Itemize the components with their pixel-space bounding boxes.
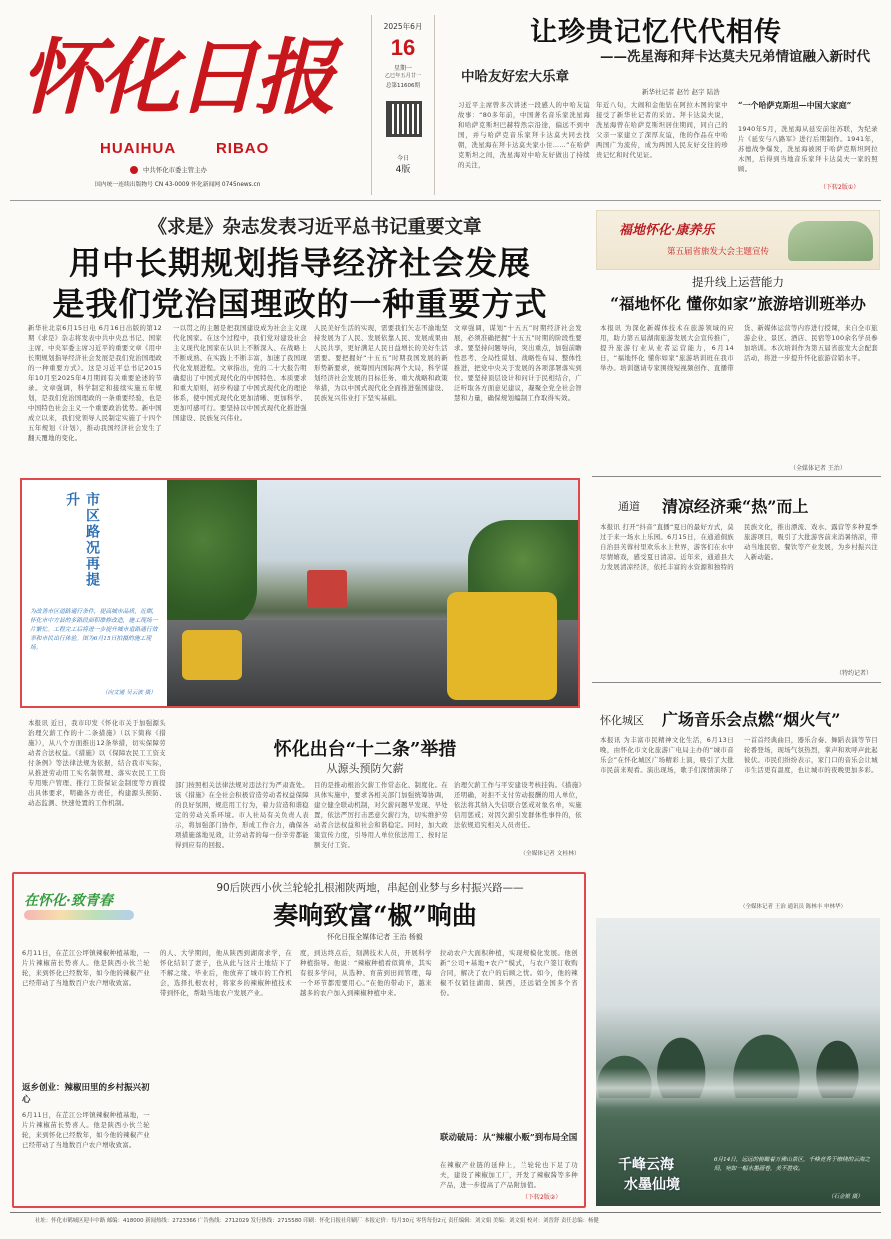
footer-rule [10,1212,881,1213]
date-box [371,15,435,195]
photo2-caption: 6月14日，远远的俯瞰着万佛山景区，千峰竞秀于缭绕的云海之间，宛如一幅水墨画卷，美不胜收。 [714,1157,871,1172]
photo2-title-2: 水墨仙境 [624,1177,680,1193]
clear-economy-author: （特约记者） [836,670,873,677]
mist-layer [596,1068,880,1108]
clear-economy-text: 本报讯 打开“抖音”直播“夏日的最好方式，莫过于来一场水上乐园。6月15日，在通道侗族自治县芙蓉村里欢乐水上世界，游客们在水中尽情嬉戏，感受夏日清凉。近年来，通道县大力发展清凉经济，依托丰富的水资源和独特的民族文化，推出漂流、戏水、露营等多种夏季旅游项目，吸引了大批游客前来消暑纳凉，带动当地民宿、餐饮等产业发展，为乡村振兴注入新动能。 [600,523,878,571]
feature-kicker: 90后陕西小伙兰轮轮扎根湘陕两地，串起创业梦与乡村振兴路—— [216,882,524,894]
lead-col-1: 习近平主席曾多次讲述一段感人的中哈友谊故事：“80多年前，中国著名音乐家冼星海和哈萨克斯坦巴赫特然宗沿途，偏远不到中国，并与哈萨克音乐家拜卡达莫夫同去找朝，冼星海在拜卡达莫夫家小住……”在哈萨克斯坦之间，冼星海对中哈友好做出了持续的关注， [458,101,590,169]
photo-caption-title: 市区路况再提升 [64,492,100,588]
masthead-logo [20,28,370,128]
measures-col-4: 治理欠薪工作与平安建设考核挂钩。《措施》还明确，对拒不支付劳动报酬的用人单位，依法将其纳入失信联合惩戒对象名单，实施信用惩戒；对因欠薪引发群体性事件的，依法依规追究相关人员责任。 [454,781,582,829]
pinyin-2: RIBAO [215,140,270,157]
sponsor-text: 中共怀化市委主管主办 [143,166,207,174]
main-col-2: 一以贯之的主题是把我国建设成为社会主义现代化国家。在这个过程中，我们党对建设社会主义现代化国家在认识上不断深入、在战略上不断成熟、在实践上不断丰富，加速了我国现代化发展进程。文章指出，党的二十大报告明确提出了中国式现代化的中国特色、本质要求和重大原则，初步构建了中国式现代化的理论体系，使中国式现代化更加清晰、更加科学、更加可感可行。要坚持以中国式现代化推进强国建设、民族复兴伟业。 [173,324,307,422]
feature-sub-2: 联动破局：从“辣椒小贩”到布局全国 [440,1133,578,1143]
feature-col-4a: 拉动农户大面积种植，实现规模化发展。他创新“公司+基地+农户”模式，与农户签订收购合同，解决了农户的后顾之忧。如今，他的辣椒不仅销往湖南、陕西，还远销全国多个省份。 [440,949,578,997]
clear-economy-kicker: 通道 [618,500,640,513]
truck-center [307,570,347,608]
date-weekday: 星期一 [393,65,412,72]
feature-col-4b: 在辣椒产业链的延伸上，兰轮轮也下足了功夫，建设了辣椒加工厂，开发了辣椒酱等多种产品，进一步提高了产品附加值。 [440,1161,578,1189]
sponsor-line [130,165,350,175]
divider-right-2 [592,682,881,683]
main-col-3: 人民美好生活的实现，需要我们矢志不渝地坚持发展为了人民、发展依靠人民、发展成果由人民共享，更好满足人民日益增长的美好生活需要。要把握好“十五五”时期我国发展的新形势新要求，统筹国内国际两个大局，科学谋划经济社会发展的目标任务、重大战略和政策举措，为以中国式现代化全面推进强国建设、民族复兴伟业打下坚实基础。 [314,324,448,402]
feature-banner-bottom: 第五届省旅发大会主题宣传 [667,247,770,257]
lead-continued[interactable]: （下转2版①） [820,184,860,191]
feature-col-2: 的人、大学期间，他从陕西到湖南求学，在怀化结识了妻子，也从此与这片土地结下了不解之缘。毕业后，他放弃了城市的工作机会，选择扎根农村，将家乡的辣椒种植技术带到怀化，帮助当地农户发展产业。 [160,949,292,997]
main-kicker: 《求是》杂志发表习近平总书记重要文章 [148,217,482,238]
issue-number: 总第11606期 [386,83,420,89]
feature-banner-text: 在怀化·致青春 [24,893,113,909]
pinyin-1: HUAIHUA [100,140,176,157]
lead-col-2: 年近八旬，大闹和金他钻在阿拉木图的家中接受了新华社记者的采访。拜卡达莫夫说，冼星海曾在哈萨克斯坦居住期间，同自己的父亲一家建立了深厚友谊，他的作品在中哈两国广为流传，成为两国人民友好交往的珍贵记忆和时代见证。 [596,101,728,159]
feature-col-3: 度，到达终点后，刻满技术人员，开展科学种植指导。他说：“辣椒种植看似简单，其实有很多学问，从选种、育苗到田间管理，每一个环节都需要用心。”在他的带动下，越来越多的农户加入到辣椒种植中来。 [300,949,432,997]
masthead-info: 国内统一连续出版物号 CN 43-0009 怀化新闻网 0745news.cn [95,182,261,188]
mountain-photo[interactable] [596,918,880,1206]
measures-headline[interactable]: 怀化出台“十二条”举措 [273,739,457,760]
plaza-music-author: （全媒体记者 王治 通讯员 陈林丰 申林华） [740,904,846,910]
feature-continued[interactable]: （下转2版②） [522,1194,562,1201]
feature-col-1b: 6月11日，在芷江公坪镇辣椒种植基地，一片片辣椒苗长势喜人。他是陕西小伙兰轮轮，来到怀化已经数年，如今他的辣椒产业已经带动了当地数百户农户增收致富。 [22,1111,150,1149]
tourism-headline[interactable]: “福地怀化 懂你如家”旅游培训班举办 [610,294,866,313]
confetti-icon [24,910,134,920]
lead-sidebar-text: 1940年5月，冼星海从延安前往苏联，为纪录片《延安与八路军》进行后期制作。1941年，苏德战争爆发，冼星海被困于哈萨克斯坦阿拉木图，后得到当地音乐家拜卡达莫夫一家的照顾。 [738,125,878,173]
footer-info: 社址：怀化市鹤城区迎丰中路 邮编：418000 新闻热线：2723366 广告热线：2712029 发行热线：2715580 印刷：怀化日报社印刷厂 本报定价：每月30元 零售每份2元 责任编辑：刘文娟 美编：刘文娟 校对：刘晋舒 责任总编：杨健 [35,1218,599,1224]
divider-top [10,200,881,201]
plaza-music-text: 本报讯 为丰富市民精神文化生活，6月13日晚，由怀化市文化旅游广电局主办的“城市音乐会”在怀化城区广场精彩上演，吸引了大批市民前来观看。演出现场，歌手们深情演绎了一首首经典曲目，器乐合奏、舞蹈表演等节目轮番登场，现场气氛热烈，掌声和欢呼声此起彼伏。市民们纷纷表示，家门口的音乐会让城市生活更有温度，也让城市的夜晚更加多彩。 [600,736,878,774]
main-headline-1[interactable]: 用中长期规划指导经济社会发展 [68,244,531,282]
lead-subhead: ——冼星海和拜卡达莫夫兄弟情谊融入新时代 [600,49,870,65]
measures-subhead: 从源头预防欠薪 [326,762,404,775]
feature-sub-1: 返乡创业：辣椒田里的乡村振兴初心 [22,1083,150,1105]
feature-banner-top: 福地怀化·康养乐 [619,223,715,238]
tourism-kicker: 提升线上运营能力 [692,275,784,289]
tourism-author: （全媒体记者 王治） [790,465,846,472]
measures-author: （全媒体记者 文桂林） [520,851,580,857]
photo2-credit: （石金银 摄） [828,1194,863,1200]
road-construction-photo[interactable] [20,478,580,708]
lead-subhead-2: 中哈友好宏大乐章 [461,69,569,85]
feature-source: 怀化日报全媒体记者 王治 杨毅 [327,933,423,941]
photo-caption-text: 为改善市区道路通行条件，提高城市品质，近期，怀化市中方县的多路段面积维修改造，施工现场一片繁忙。工程完工后将进一步提升城市道路通行效率和市民出行体验。图为6月15日拍摄的施工现场。 [30,609,158,651]
feature-headline[interactable]: 奏响致富“椒”响曲 [273,901,477,930]
date-lunar: 乙巳年五月廿一 [384,73,422,79]
photo-trees [167,480,257,630]
tourism-text: 本报讯 为深化新媒体技术在旅游领域的应用，助力第五届湖南旅游发展大会宣传推广，提升旅游行业从业者运营能力，6月14日，“福地怀化 懂你如家”旅游培训班在我市举办。培训邀请专家围绕短视频创作、直播带货、新媒体运营等内容进行授课，来自全市旅游企业、景区、酒店、民宿等100余名学员参加培训。本次培训作为第五届省旅发大会配套活动，将进一步提升怀化旅游营销水平。 [600,324,878,372]
main-col-1: 新华社北京6月15日电 6月16日出版的第12期《求是》杂志将发表中共中央总书记、国家主席、中央军委主席习近平的重要文章《用中长期规划指导经济社会发展是我们党治国理政的一种重要方式》。这是习近平总书记2015年10月至2025年4月期间有关重要论述的节录。文章强调，科学制定和接续实施五年规划，是我们党治国理政的一条重要经验，也是中国特色社会主义一个重要政治优势。新中国成立以来，我们党领导人民制定实施了十四个五年规划（计划），推动我国经济社会发生了翻天覆地的变化。 [28,324,162,442]
photo2-title-1: 千峰云海 [618,1157,674,1173]
pages-label: 今日 [396,155,409,162]
measures-col-1: 本报讯 近日，我市印发《怀化市关于加强源头治理欠薪工作的十二条措施》（以下简称《措施》），从八个方面推出12条举措，切实保障劳动者合法权益。《措施》以《保障农民工工资支付条例》等法律法规为依据，结合我市实际，从推进劳动用工实名制管理、落实农民工工资专用账户管理、推行工资保证金制度等方面提出具体要求，明确各方责任，构建源头预防、动态监测、快速处置的工作机制。 [28,719,166,807]
roller-vehicle-right [447,592,557,700]
plaza-music-kicker: 怀化城区 [600,714,644,727]
photo-credit: （向文通 吴云波 摄） [102,690,156,696]
qr-code-icon[interactable] [386,101,422,137]
date-year: 2025年6月 [383,22,423,31]
lead-headline[interactable]: 让珍贵记忆代代相传 [530,17,782,48]
roller-vehicle-left [182,630,242,680]
divider-right-1 [592,476,881,477]
feature-banner[interactable] [596,210,880,270]
masthead-pinyin [100,140,360,158]
lead-sidebar-title: “一个哈萨克斯坦—中国大家庭” [738,100,852,110]
main-headline-2[interactable]: 是我们党治国理政的一种重要方式 [52,285,548,323]
measures-col-2: 部门按照相关法律法规对违法行为严肃查处。该《措施》在全社会积极营造劳动者权益保障的良好氛围，规范用工行为，着力营造和谐稳定的劳动关系环境。市人社局有关负责人表示，将加强部门协作，形成工作合力，确保各项措施落地见效，让劳动者的每一份辛劳都能得到应有的回报。 [175,781,309,849]
measures-col-3: 目的是推动根治欠薪工作常态化、制度化。在具体实施中，要求各相关部门加强统筹协调，建立健全联动机制，对欠薪问题早发现、早处置，依法严厉打击恶意欠薪行为，切实维护劳动者合法权益和社会和谐稳定。同时，加大政策宣传力度，引导用人单位依法用工、按时足额支付工资。 [314,781,448,849]
date-day: 16 [390,35,416,60]
party-emblem-icon [130,166,138,174]
feature-col-1a: 6月11日，在芷江公坪镇辣椒种植基地，一片片辣椒苗长势喜人。他是陕西小伙兰轮轮，来到怀化已经数年，如今他的辣椒产业已经带动了当地数百户农户增收致富。 [22,949,150,987]
clear-economy-headline[interactable]: 清凉经济乘“热”而上 [662,497,809,516]
main-col-4: 文章强调，谋划“十五五”时期经济社会发展，必须准确把握“十五五”时期的阶段性要求。要坚持问题导向，突出重点，加强前瞻性思考、全局性谋划、战略性布局、整体性推进，把党中央关于发展的各项部署落实到位。要坚持顶层设计和问计于民相结合，广泛听取各方面意见建议，凝聚全党全社会智慧和力量，确保规划编制工作取得实效。 [454,324,582,402]
lead-source: 新华社记者 赵竹 赵宇 陆浩 [642,88,720,96]
pages-count: 4版 [395,165,411,175]
plaza-music-headline[interactable]: 广场音乐会点燃“烟火气” [662,710,841,729]
feature-banner-logo [24,880,144,924]
masthead-logo-text: 怀化日报 [20,30,332,126]
landscape-illustration [788,221,873,261]
